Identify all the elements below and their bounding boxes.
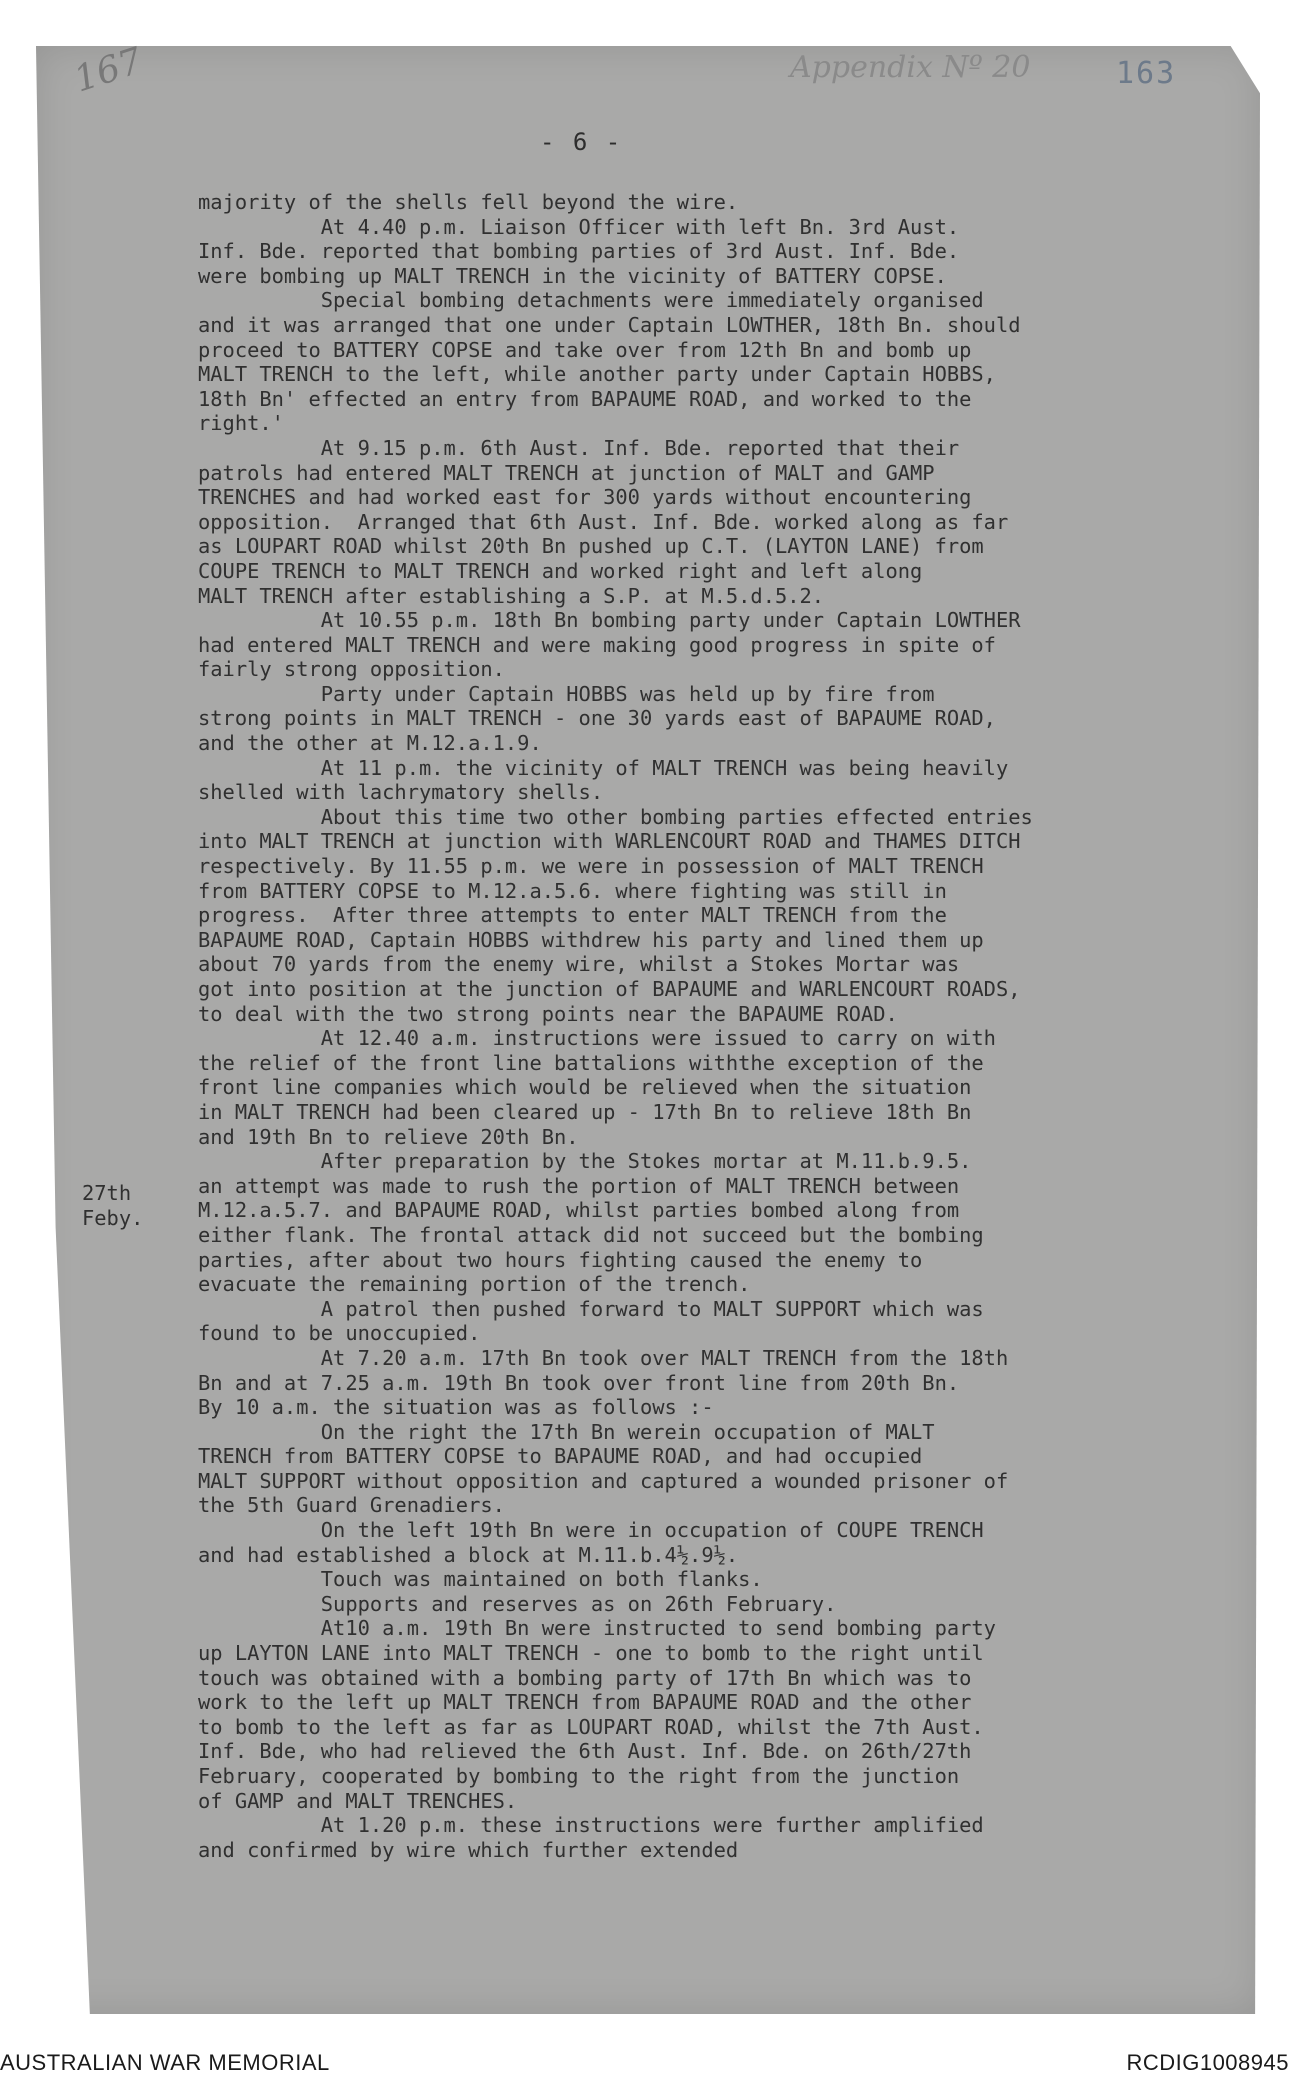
page-number-mark: - 6 - <box>540 128 623 156</box>
body-line: shelled with lachrymatory shells. <box>198 780 604 805</box>
body-line: Party under Captain HOBBS was held up by fire from <box>198 681 935 706</box>
body-line: By 10 a.m. the situation was as follows :- <box>198 1395 714 1420</box>
body-line: were bombing up MALT TRENCH in the vicinity of BATTERY COPSE. <box>198 263 947 288</box>
body-line: Bn and at 7.25 a.m. 19th Bn took over front line from 20th Bn. <box>198 1370 960 1395</box>
body-line: February, cooperated by bombing to the right from the junction <box>198 1764 960 1788</box>
document-body <box>198 190 1258 1862</box>
body-line: MALT TRENCH after establishing a S.P. at M.5.d.5.2. <box>198 583 825 608</box>
body-line: to deal with the two strong points near the BAPAUME ROAD. <box>198 1001 898 1026</box>
body-line: After preparation by the Stokes mortar at M.11.b.9.5. <box>198 1149 972 1174</box>
body-line: parties, after about two hours fighting caused the enemy to <box>198 1247 923 1272</box>
footer-archive-name: AUSTRALIAN WAR MEMORIAL <box>0 2050 330 2075</box>
appendix-annotation: Appendix Nº 20 <box>790 50 1031 85</box>
footer-record-id: RCDIG1008945 <box>1126 2050 1289 2075</box>
body-line: touch was obtained with a bombing party of 17th Bn which was to <box>198 1665 972 1690</box>
body-line: and confirmed by wire which further extended <box>198 1837 739 1862</box>
body-line: proceed to BATTERY COPSE and take over from 12th Bn and bomb up <box>198 337 972 362</box>
body-line: At 11 p.m. the vicinity of MALT TRENCH was being heavily <box>198 755 1009 780</box>
body-line: up LAYTON LANE into MALT TRENCH - one to bomb to the right until <box>198 1641 984 1666</box>
body-line: to bomb to the left as far as LOUPART ROAD, whilst the 7th Aust. <box>198 1714 984 1739</box>
body-line: as LOUPART ROAD whilst 20th Bn pushed up C.T. (LAYTON LANE) from <box>198 534 984 559</box>
body-line: got into position at the junction of BAPAUME and WARLENCOURT ROADS, <box>198 977 1021 1001</box>
body-line: of GAMP and MALT TRENCHES. <box>198 1788 518 1813</box>
body-line: M.12.a.5.7. and BAPAUME ROAD, whilst parties bombed along from <box>198 1198 960 1223</box>
body-line: found to be unoccupied. <box>198 1321 481 1346</box>
body-line: On the left 19th Bn were in occupation of COUPE TRENCH <box>198 1518 984 1543</box>
corner-page-number: 167 <box>69 40 148 101</box>
folio-stamp: 163 <box>1116 56 1177 91</box>
body-line: had entered MALT TRENCH and were making good progress in spite of <box>198 632 996 657</box>
margin-date-month: Feby. <box>82 1206 144 1230</box>
body-line: respectively. By 11.55 p.m. we were in possession of MALT TRENCH <box>198 854 984 879</box>
body-line: about 70 yards from the enemy wire, whilst a Stokes Mortar was <box>198 952 960 977</box>
body-line: the relief of the front line battalions withthe exception of the <box>198 1050 984 1075</box>
body-line: and it was arranged that one under Captain LOWTHER, 18th Bn. should <box>198 312 1021 337</box>
body-line: strong points in MALT TRENCH - one 30 yards east of BAPAUME ROAD, <box>198 706 996 731</box>
margin-date-day: 27th <box>82 1181 132 1205</box>
body-line: either flank. The frontal attack did not succeed but the bombing <box>198 1222 984 1247</box>
body-line: MALT TRENCH to the left, while another party under Captain HOBBS, <box>198 362 996 387</box>
body-line: COUPE TRENCH to MALT TRENCH and worked right and left along <box>198 558 923 583</box>
body-line: TRENCHES and had worked east for 300 yards without encountering <box>198 485 972 510</box>
body-line: and the other at M.12.a.1.9. <box>198 731 542 756</box>
body-line: an attempt was made to rush the portion of MALT TRENCH between <box>198 1173 960 1198</box>
body-line: patrols had entered MALT TRENCH at junction of MALT and GAMP <box>198 460 935 485</box>
body-line: A patrol then pushed forward to MALT SUPPORT which was <box>198 1296 984 1321</box>
body-line: At10 a.m. 19th Bn were instructed to send bombing party <box>198 1616 996 1641</box>
body-line: About this time two other bombing parties effected entries <box>198 804 1033 829</box>
body-line: work to the left up MALT TRENCH from BAPAUME ROAD and the other <box>198 1690 972 1715</box>
body-line: On the right the 17th Bn werein occupation of MALT <box>198 1419 935 1444</box>
body-line: At 9.15 p.m. 6th Aust. Inf. Bde. reported that their <box>198 435 960 460</box>
body-line: right.' <box>198 411 284 436</box>
body-line: Supports and reserves as on 26th February. <box>198 1591 837 1616</box>
body-line: At 12.40 a.m. instructions were issued to carry on with <box>198 1026 996 1051</box>
body-line: Special bombing detachments were immediately organised <box>198 288 984 313</box>
body-line: progress. After three attempts to enter MALT TRENCH from the <box>198 903 947 928</box>
body-line: At 4.40 p.m. Liaison Officer with left Bn. 3rd Aust. <box>198 214 960 239</box>
body-line: Touch was maintained on both flanks. <box>198 1567 763 1592</box>
body-line: and had established a block at M.11.b.4½.9½. <box>198 1542 739 1567</box>
body-line: the 5th Guard Grenadiers. <box>198 1493 505 1518</box>
body-line: fairly strong opposition. <box>198 657 505 682</box>
body-line: front line companies which would be relieved when the situation <box>198 1075 972 1100</box>
body-line: At 1.20 p.m. these instructions were further amplified <box>198 1813 984 1838</box>
body-line: Inf. Bde. reported that bombing parties of 3rd Aust. Inf. Bde. <box>198 239 960 264</box>
body-line: 18th Bn' effected an entry from BAPAUME ROAD, and worked to the <box>198 386 972 411</box>
body-line: majority of the shells fell beyond the wire. <box>198 190 739 214</box>
body-line: Inf. Bde, who had relieved the 6th Aust. Inf. Bde. on 26th/27th <box>198 1739 972 1764</box>
body-line: into MALT TRENCH at junction with WARLENCOURT ROAD and THAMES DITCH <box>198 829 1021 854</box>
body-line: BAPAUME ROAD, Captain HOBBS withdrew his party and lined them up <box>198 927 984 952</box>
body-line: MALT SUPPORT without opposition and captured a wounded prisoner of <box>198 1468 1009 1493</box>
body-line: and 19th Bn to relieve 20th Bn. <box>198 1124 579 1149</box>
body-line: At 7.20 a.m. 17th Bn took over MALT TRENCH from the 18th <box>198 1345 1009 1370</box>
body-line: At 10.55 p.m. 18th Bn bombing party under Captain LOWTHER <box>198 608 1021 633</box>
body-line: evacuate the remaining portion of the trench. <box>198 1272 751 1297</box>
body-line: in MALT TRENCH had been cleared up - 17th Bn to relieve 18th Bn <box>198 1099 972 1124</box>
body-line: opposition. Arranged that 6th Aust. Inf. Bde. worked along as far <box>198 509 1009 534</box>
body-line: from BATTERY COPSE to M.12.a.5.6. where fighting was still in <box>198 878 947 903</box>
body-line: TRENCH from BATTERY COPSE to BAPAUME ROAD, and had occupied <box>198 1444 923 1469</box>
